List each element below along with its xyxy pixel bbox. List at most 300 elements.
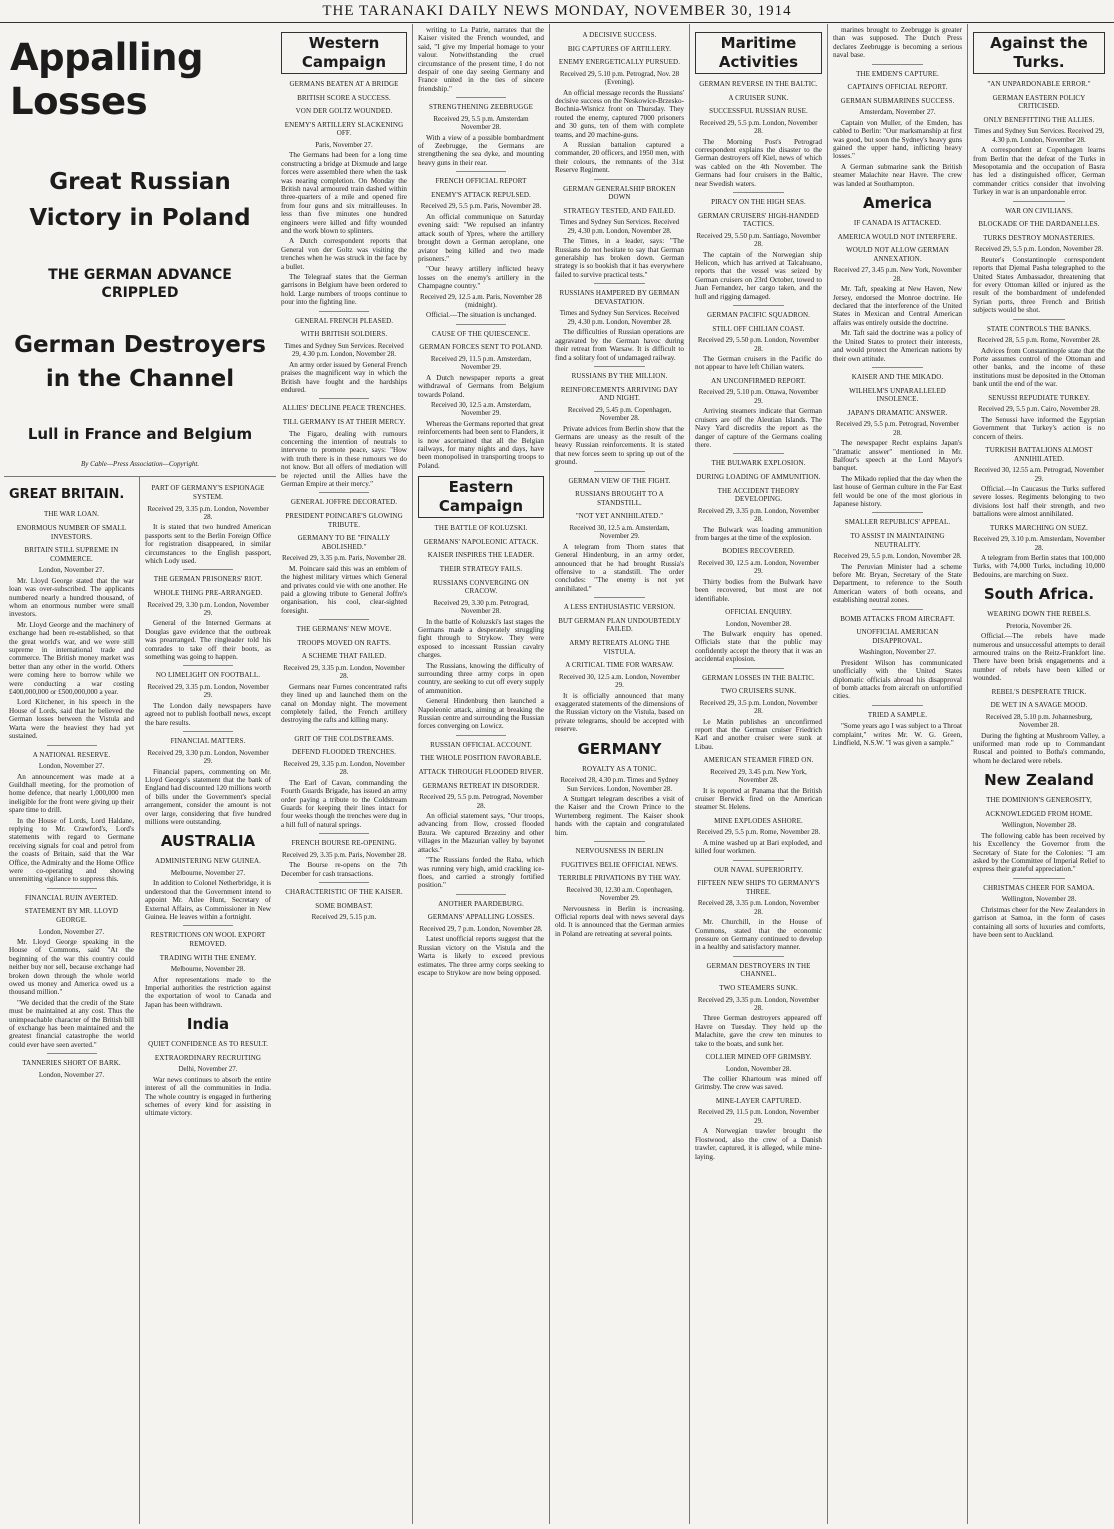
headline: TURKISH BATTALIONS ALMOST ANNIHILATED. [985,445,1093,463]
section-heading-south-africa: South Africa. [983,585,1095,604]
article-paragraph: The Bulwark was loading ammunition from barges at the time of the explosion. [695,525,822,542]
headline: NO LIMELIGHT ON FOOTBALL. [155,671,261,680]
headline: AMERICAN STEAMER FIRED ON. [703,756,814,765]
article-paragraph: Whereas the Germans reported that great reinforcements had been sent to Flanders, it is now ascertained that all the Belgian railways, for many nights and days, have been monopolised in transporting troops to Poland. [418,419,544,470]
headline: ENORMOUS NUMBER OF SMALL INVESTORS. [16,524,127,541]
article-paragraph: The Mikado replied that the day when the last house of German culture in the Far East fell would be one of the most glorious in Japanese history. [833,474,962,508]
column-turks-south-africa-nz [968,24,1110,1524]
article-paragraph: The Germans had been for a long time constructing a bridge at Dixmude and large forces were assembled there when the task was nearing completion. On Monday the British naval armoured train dashed within three-quarters of a mile and opened fire from four guns and six mitrailleuses. In less than five minutes one hundred engineers were killed and fifty wounded and the work blown to splinters. [281,151,407,236]
headline: AN UNCONFIRMED REPORT. [711,376,806,385]
divider [872,705,924,706]
article-paragraph: writing to La Patrie, narrates that the Kaiser visited the French wounded, and said, "I give my Imperial homage to your valour. Notwithstanding the cruel circumstance of the present time, I do not despair of one day seeing Germany and France united in the ties of sincere friendship." [418,26,544,93]
article-paragraph: Arriving steamers indicate that German cruisers are off the Aleutian Islands. The Navy Yard discredits the report as the danger of capture of the Germans coaling there. [695,407,822,449]
article-paragraph: In the battle of Koluzski's last stages the Germans made a desperately struggling fight through to Strykow. They were exposed to incessant Russian cavalry charges. [418,617,544,660]
article-paragraph: "We decided that the credit of the State must be maintained at any cost. Thus the unimpeachable character of the British bill of exchange has been maintained and the greatest financial catastrophe the world could ever have seen averted." [9,998,134,1049]
lead-banner [4,24,276,477]
lead-sub-columns [4,477,276,1524]
headline: A CRUISER SUNK. [728,93,789,102]
column-eastern-campaign [413,24,550,1524]
article-paragraph: "Our heavy artillery inflicted heavy losses on the enemy's artillery in the Champagne country." [418,265,544,291]
dateline: London, November 27. [38,566,105,575]
article-paragraph: During the fighting at Mushroom Valley, a uniformed man rode up to Commandant Ruscal and pointed to Botha's commando, whom he declared were rebels. [973,731,1105,765]
dateline: Received 29, 5.10 p.m. Ottawa, November 29. [698,388,819,405]
headline: THE BULWARK EXPLOSION. [711,459,806,468]
lead-deck-1: THE GERMAN ADVANCE CRIPPLED [48,267,232,301]
divider [183,665,233,666]
divider [733,668,784,669]
dateline: Received 29, 3.35 p.m. London, November 28. [697,995,820,1013]
article-paragraph: A telegram from Berlin states that 100,000 Turks, with 74,000 Turks, including 10,000 Bedouins, are marching on Suez. [973,553,1105,579]
article-paragraph: Mr. Taft, speaking at New Haven, New Jersey, endorsed the Monroe doctrine. He declared that the interference of the United States in Mexican and Central American affairs was entirely outside the doctrine. [833,285,962,327]
dateline: Wellington, November 28. [1001,895,1077,904]
section-heading-western-campaign: Western Campaign [281,32,407,74]
headline: RUSSIANS BY THE MILLION. [571,371,668,380]
headline: ROYALTY AS A TONIC. [582,764,657,773]
article-paragraph: It is officially announced that many exaggerated statements of the dimensions of the Russian victory on the Vistula, based on private telegrams, should be accepted with reserve. [555,691,684,734]
article-paragraph: The Russians, knowing the difficulty of surrounding three army corps in open country, are seeking to cut off every supply of ammunition. [418,661,544,695]
article-paragraph: Latest unofficial reports suggest that the Russian victory on the Vistula and the Warta is likely to exceed previous estimates. The three army corps seeking to escape to Strykow are now being opposed. [418,935,544,977]
dateline: Received 30, 12.5 a.m. London, November 29. [559,672,680,690]
headline: CAUSE OF THE QUIESCENCE. [431,329,531,338]
divider [733,192,784,193]
headline: MINE EXPLODES ASHORE. [714,816,803,825]
article-paragraph: The Times, in a leader, says: "The Russians do not hesitate to say that German generalship has broken down. German strategy is so bookish that it has everywhere failed to survive practical tests." [555,237,684,279]
dateline: Times and Sydney Sun Services. Received 29, 4.30 p.m. London, November 28. [973,127,1104,144]
headline: RESTRICTIONS ON WOOL EXPORT REMOVED. [150,931,266,948]
section-heading-against-the-turks: Against the Turks. [973,32,1105,74]
headline: SOME BOMBAST. [315,901,373,910]
headline: JAPAN'S DRAMATIC ANSWER. [847,408,948,417]
column-russian-success-germany [550,24,690,1524]
headline: BOMB ATTACKS FROM AIRCRAFT. [840,614,955,623]
masthead: THE TARANAKI DAILY NEWS MONDAY, NOVEMBER 30, 1914 [0,0,1114,23]
article-paragraph: Nervousness in Berlin is increasing. Official reports deal with news several days old. It is announced that the German armies in Poland are retreating at several points. [555,904,684,938]
dateline: Received 29, 5.10 p.m. Petrograd, Nov. 28 (Evening). [559,69,680,87]
headline: GERMANS BEATEN AT A BRIDGE [289,80,399,88]
headline: TURKS DESTROY MONASTERIES. [983,233,1095,242]
headline: ATTACK THROUGH FLOODED RIVER. [418,768,544,777]
headline: GERMAN CRUISERS' HIGH-HANDED TACTICS. [698,211,819,229]
divider [594,283,646,284]
dateline: Received 29, 5.5 p.m. Amsterdam November 28. [433,114,529,132]
headline: PIRACY ON THE HIGH SEAS. [711,198,806,207]
dateline: Received 29, 3.45 p.m. New York, November 28. [710,767,807,785]
headline: STRATEGY TESTED, AND FAILED. [563,206,676,215]
dateline: Received 29, 11.5 p.m. London, November 29. [697,1108,820,1125]
headline: "AN UNPARDONABLE ERROR." [987,80,1091,88]
article-paragraph: The German cruisers in the Pacific do not appear to have left Chilian waters. [695,355,822,372]
divider [733,453,784,454]
article-paragraph: The Earl of Cavan, commanding the Fourth Guards Brigade, has issued an army order paying a tribute to the Coldstream Guards for keeping their lines intact for four weeks though the trenches were dug in a hill full of natural springs. [281,778,407,829]
divider [456,324,506,325]
article-paragraph: The collier Khartoum was mined off Grimsby. The crew was saved. [695,1075,822,1092]
column-emden-america [828,24,968,1524]
headline: WAR ON CIVILIANS. [1005,206,1073,215]
headline: ANOTHER PAARDEBURG. [438,899,524,908]
dateline: Received 29, 12.5 a.m. Paris, November 28 (midnight). [420,292,542,309]
divider [872,512,924,513]
headline: BRITAIN STILL SUPREME IN COMMERCE. [24,546,119,563]
article-paragraph: Captain von Muller, of the Emden, has cabled to Berlin: "Our marksmanship at first was good, but soon the Sydney's heavy guns gained the upper hand, inflicting heavy losses." [833,118,962,161]
headline: PART OF GERMANY'S ESPIONAGE SYSTEM. [151,484,265,501]
dateline: Pretoria, November 26. [1006,621,1072,630]
headline: TURKS MARCHING ON SUEZ. [990,523,1088,532]
article-paragraph: An official statement says, "Our troops, advancing from Ilow, crossed flooded Bzura. We captured Brzeziny and other villages in the Mazurian valley by bayonet attacks." [418,812,544,854]
article-paragraph: Germans near Furnes concentrated rafts they lined up and launched them on the canal on Monday night. The movement completely failed, the French artillery destroying the rafts and killing many. [281,682,407,725]
dateline: Received 29, 3.35 p.m. London, November 28. [283,663,405,681]
dateline: Received 28, 5.5 p.m. Rome, November 28. [977,336,1101,345]
divider [456,735,506,736]
headline: DEFEND FLOODED TRENCHES. [292,748,396,757]
article-paragraph: The newspaper Recht explains Japan's "dramatic answer" mentioned in Mr. Balfour's speech at the Lord Mayor's banquet. [833,439,962,473]
page-columns [4,24,1110,1524]
headline: REBEL'S DESPERATE TRICK. [991,687,1087,696]
dateline: London, November 27. [38,1070,105,1079]
headline: WITH BRITISH SOLDIERS. [300,330,388,339]
headline: ENEMY'S ARTILLERY SLACKENING OFF. [284,120,404,138]
dateline: Received 29, 5.5 p.m. Paris, November 28. [420,202,542,211]
headline: "NOT YET ANNIHILATED." [575,512,664,521]
dateline: Received 29, 3.35 p.m. Paris, November 28. [281,554,407,563]
headline: THEIR STRATEGY FAILS. [439,565,523,573]
divider [183,731,233,732]
dateline: Received 29, 3.35 p.m. Paris, November 28. [281,850,407,859]
article-paragraph: Official.—The situation is unchanged. [426,311,537,320]
headline: GENERAL JOFFRE DECORATED. [290,498,398,507]
dateline: Received 29, 5.5 p.m. Cairo, November 28. [977,405,1101,414]
article-paragraph: An army order issued by General French praises the magnificent way in which the British have fought and the hardships endured. [281,360,407,394]
headline: STRENGTHENING ZEEBRUGGE [429,103,533,112]
article-paragraph: A Russian battalion captured a commander, 20 officers, and 1950 men, with their colours, the remnants of the 31st Reserve Regiment. [555,141,684,175]
article-paragraph: General of the Interned Germans at Douglas gave evidence that the outbreak was prearranged. The ringleader told his comrades to take off their boots, as something was going to happen. [145,619,271,662]
lead-deck-2: German Destroyers in the Channel [14,332,266,392]
headline: COLLIER MINED OFF GRIMSBY. [705,1053,812,1062]
headline: STATEMENT BY MR. LLOYD GEORGE. [24,907,119,924]
headline: FRENCH OFFICIAL REPORT [435,177,527,186]
dateline: Times and Sydney Sun Services. Received 29, 4.30 p.m. London, November 28. [284,341,404,359]
article-paragraph: The difficulties of Russian operations are aggravated by the German havoc during their retreat from Warsaw. It is difficult to find a solitary foot of undamaged railway. [555,328,684,362]
dateline: Amsterdam, November 27. [859,108,936,117]
headline: ADMINISTERING NEW GUINEA. [155,857,261,866]
headline: RUSSIANS HAMPERED BY GERMAN DEVASTATION. [559,289,680,306]
article-paragraph: Thirty bodies from the Bulwark have been recovered, but most are not identifiable. [695,577,822,603]
headline: TRIED A SAMPLE. [867,710,928,719]
article-paragraph: Lord Kitchener, in his speech in the House of Lords, said that he believed the German losses between the Vistula and Warta were the heaviest they had yet sustained. [9,698,134,741]
lead-title: Appalling Losses [10,36,203,123]
section-heading-new-zealand: New Zealand [984,771,1094,790]
headline: FIFTEEN NEW SHIPS TO GERMANY'S THREE. [697,879,820,896]
headline: STATE CONTROLS THE BANKS. [986,324,1092,333]
article-paragraph: In addition to Colonel Netherbridge, it is understood that the Government intend to appoint Mr. Atlee Hunt, Secretary of External Affairs, as Commissioner in New Guinea. He leaves within a fortnight. [145,879,271,921]
headline: TWO CRUISERS SUNK. [720,687,797,696]
article-paragraph: The Senussi have informed the Egyptian Government that Turkey's action is no concern of theirs. [973,415,1105,441]
headline: PRESIDENT POINCARE'S GLOWING TRIBUTE. [285,511,403,529]
headline: QUIET CONFIDENCE AS TO RESULT. [148,1040,268,1049]
headline: IF CANADA IS ATTACKED. [853,219,942,228]
article-paragraph: War news continues to absorb the entire interest of all the communities in India. The whole country is engaged in furthering schemes of every kind for assisting in ultimate victory. [145,1075,271,1118]
headline: MINE-LAYER CAPTURED. [715,1096,802,1105]
dateline: Received 28, 5.10 p.m. Johannesburg, November 28. [985,712,1093,730]
headline: ONLY BENEFITTING THE ALLIES. [983,115,1095,124]
headline: KAISER AND THE MIKADO. [851,372,944,381]
article-paragraph: Private advices from Berlin show that the Germans are uneasy as the result of the heavy Russian reinforcements. It is stated that new forces seem to spring up out of the ground. [555,424,684,467]
dateline: Received 30, 12.30 a.m. Copenhagen, November 29. [566,885,673,903]
article-paragraph: The following cable has been received by his Excellency the Governor from the Secretary of State for the Colonies: "I am asked by the Committee of Imperial Relief to express their grateful appreciation." [973,831,1105,874]
headline: ACKNOWLEDGED FROM HOME. [985,809,1093,818]
divider [319,619,369,620]
headline: TERRIBLE PRIVATIONS BY THE WAY. [558,874,681,883]
divider [1013,201,1066,202]
dateline: Received 29, 3.5 p.m. London, November 28. [699,698,818,716]
headline: GERMAN LOSSES IN THE BALTIC. [702,673,815,682]
article-paragraph: "The Russians forded the Raba, which was running very high, amid crackling ice-floes, and carried a strongly fortified position." [418,856,544,890]
divider [733,860,784,861]
headline: GERMAN PACIFIC SQUADRON. [706,311,811,320]
article-paragraph: An official communique on Saturday evening said: "We repulsed an infantry attack south of Ypres, where the artillery brought down a German aeroplane, one aviator being killed and two made prisoners." [418,212,544,263]
article-paragraph: After representations made to the Imperial authorities the restriction against the exportation of wool to Canada and Japan has been withdrawn. [145,975,271,1009]
article-paragraph: With a view of a possible bombardment of Zeebrugge, the Germans are strengthening the sea dyke, and mounting heavy guns in their rear. [418,133,544,167]
dateline: Received 30, 12.5 a.m. Amsterdam, November 29. [430,400,532,418]
headline: ALLIES' DECLINE PEACE TRENCHES. [282,404,406,413]
section-heading-germany: GERMANY [577,739,662,758]
article-paragraph: An official message records the Russians' decisive success on the Neskowice-Brzesko-Bochnia-Wisnicz front on Thursday. They routed the enemy, captured 7000 prisoners and 30 guns, ten of them with complete teams, and 20 machine-guns. [555,88,684,139]
headline: GERMAN DESTROYERS IN THE CHANNEL. [706,961,811,979]
headline: NERVOUSNESS IN BERLIN [575,847,664,855]
article-paragraph: An announcement was made at a Guildhall meeting, for the promotion of home defence, that nearly 1,000,000 men ineligible for the front were giving up their spare time to drill. [9,772,134,815]
headline: DURING LOADING OF AMMUNITION. [696,472,821,481]
headline: TANNERIES SHORT OF BARK. [22,1059,121,1068]
headline: BUT GERMAN PLAN UNDOUBTEDLY FAILED. [558,616,681,634]
headline: TWO STEAMERS SUNK. [719,984,798,993]
headline: GERMAN FORCES SENT TO POLAND. [419,343,543,352]
article-paragraph: Le Matin publishes an unconfirmed report that the German cruiser Friedrich Karl and another cruiser were sunk at Libau. [695,717,822,751]
headline: TROOPS MOVED ON RAFTS. [297,638,391,647]
dateline: Received 29, 5.5 p.m. London, November 28. [974,245,1104,254]
divider [594,597,646,598]
headline: WOULD NOT ALLOW GERMAN ANNEXATION. [846,246,949,263]
headline: GERMAN SUBMARINES SUCCESS. [840,96,955,105]
dateline: Received 29, 5.5 p.m. Rome, November 28. [696,828,821,837]
headline: THE GERMANS' NEW MOVE. [296,625,392,634]
headline: FUGITIVES BELIE OFFICIAL NEWS. [560,860,679,869]
headline: GERMAN EASTERN POLICY CRITICISED. [992,93,1086,111]
divider [594,366,646,367]
dateline: Received 29, 3.30 p.m. Petrograd, November 28. [433,598,529,616]
dateline: Received 30, 12.5 a.m. London, November 29. [698,558,819,576]
article-paragraph: Advices from Constantinople state that the Porte assumes control of the Ottoman and other banks, and the income of these institutions must be deposited in the Ottoman bank until the end of the war. [973,346,1105,389]
article-paragraph: The Figaro, dealing with rumours concerning the intention of neutrals to intervene to promote peace, says: "How with truth there is in these rumours we do not know. But all offers of mediation will be rejected until the Allies have the German Empire at their mercy." [281,429,407,488]
headline: RUSSIAN OFFICIAL ACCOUNT. [430,740,532,749]
article-paragraph: Official.—In Caucasus the Turks suffered severe losses. Regiments belonging to two divisions lost half their strength, and two battalions were almost annihilated. [973,484,1105,519]
divider [872,609,924,610]
article-paragraph: Official.—The rebels have made numerous and unsuccessful attempts to derail armoured trains on the Reitz-Frankfort line. There have been brisk engagements and a number of rebels have been killed or wounded. [973,632,1105,683]
headline: CHRISTMAS CHEER FOR SAMOA. [983,883,1095,892]
article-paragraph: The Telegraaf states that the German garrisons in Belgium have been ordered to hold. Large numbers of troops continue to pour into the fighting line. [281,273,407,307]
article-paragraph: Reuter's Constantinople correspondent reports that Djemal Pasha telegraphed to the United States Ambassador, threatening that for every Ottoman killed or injured as the result of the bombardment of undefended Syrian ports, three French and British subjects would be shot. [973,255,1105,315]
section-heading-india: India [186,1015,230,1034]
dateline: Received 29, 5.50 p.m. London, November 28. [697,336,820,353]
dateline: Received 29, 3.35 p.m. London, November 29. [147,683,269,700]
dateline: London, November 27. [38,927,105,936]
dateline: Received 29, 3.30 p.m. London, November 29. [147,600,269,618]
headline: TRADING WITH THE ENEMY. [159,953,257,962]
headline: THE BATTLE OF KOLUZSKI. [434,524,528,533]
article-paragraph: A telegram from Thorn states that General Hindenburg, in an army order, announced that he had brought Russia's offensive to a standstill. The order concludes: "The enemy is not yet annihilated." [555,542,684,593]
article-paragraph: "Some years ago I was subject to a Throat complaint," writes Mr. W. G. Green, Lindfield, N.S.W. "I was given a sample." [833,722,962,748]
headline: CHARACTERISTIC OF THE KAISER. [285,888,403,897]
column-lead [4,24,276,1524]
headline: SENUSSI REPUDIATE TURKEY. [988,393,1090,402]
headline: FINANCIAL MATTERS. [170,737,246,746]
divider [594,179,646,180]
article-paragraph: The Morning Post's Petrograd correspondent explains the disaster to the German destroyers off Kiel, news of which was cabled on the 4th November. The Germans had four cruisers in the Baltic, near Swedish waters. [695,137,822,188]
dateline: Received 29, 3.30 p.m. London, November 29. [147,748,269,766]
dateline: Times and Sydney Sun Services. Received 29, 4.30 p.m. London, November 28. [559,309,680,326]
dateline: Received 30, 12.55 a.m. Petrograd, November 29. [974,466,1104,483]
section-heading-maritime-activities: Maritime Activities [695,32,822,74]
article-paragraph: A Dutch correspondent reports that General von der Goltz was visiting the trenches when he was struck in the face by a bullet. [281,237,407,271]
dateline: London, November 27. [38,762,105,771]
headline: DE WET IN A SAVAGE MOOD. [990,701,1088,710]
article-paragraph: The Peruvian Minister had a scheme before Mr. Bryan, Secretary of the State Department, to reference to the South American waters of both oceans, and establishing neutral zones. [833,562,962,605]
headline: WEARING DOWN THE REBELS. [987,610,1091,619]
headline: VON DER GOLTZ WOUNDED. [295,107,393,116]
divider [183,569,233,570]
dateline: Received 29, 3.35 p.m. London, November 28. [697,506,820,524]
article-paragraph: M. Poincare said this was an emblem of the highest military virtues which General and privates could vie with one another. He paid a glowing tribute to General Joffre's organisation, his cool, clear-sighted foresight. [281,564,407,615]
headline: GERMANY TO BE "FINALLY ABOLISHED." [297,534,391,551]
headline: A NATIONAL RESERVE. [32,750,111,759]
headline: THE ACCIDENT THEORY DEVELOPING. [717,486,800,504]
headline: BRITISH SCORE A SUCCESS. [297,93,391,102]
headline: A SCHEME THAT FAILED. [301,652,387,661]
article-paragraph: A Norwegian trawler brought the Flostwood, also the crew of a Danish trawler, captured, it is alleged, while mine-laying. [695,1127,822,1161]
headline: GERMANS RETREAT IN DISORDER. [422,781,540,790]
article-paragraph: A German submarine sank the British steamer Malachite near Havre. The crew was landed at Southampton. [833,162,962,188]
dateline: Times and Sydney Sun Services. Received 29, 4.30 p.m. London, November 28. [559,218,680,235]
headline: AMERICA WOULD NOT INTERFERE. [837,232,958,241]
headline: GERMANS' APPALLING LOSSES. [427,913,535,922]
dateline: Received 29, 5.50 p.m. Santiago, November 28. [696,231,821,249]
dateline: Received 30, 12.5 a.m. Amsterdam, November 29. [569,523,670,541]
dateline: Received 29, 7 p.m. London, November 28. [419,924,543,933]
section-heading-america: America [863,194,932,213]
headline: TO ASSIST IN MAINTAINING NEUTRALITY. [850,531,945,549]
headline: GERMAN GENERALSHIP BROKEN DOWN [563,184,676,202]
dateline: Received 29, 3.10 p.m. Amsterdam, November 28. [973,535,1105,552]
dateline: Received 29, 3.35 p.m. London, November 28. [283,759,405,777]
article-paragraph: Mr. Taft said the doctrine was a policy of the United States to protect their interests, and would protect the American nations by their own attitude. [833,329,962,363]
column-great-britain [4,477,140,1524]
headline: FRENCH BOURSE RE-OPENING. [291,839,397,848]
lead-subtitle: Great Russian Victory in Poland [29,169,251,231]
headline: THE WAR LOAN. [43,510,100,519]
headline: WHOLE THING PRE-ARRANGED. [153,589,263,598]
headline: FINANCIAL RUIN AVERTED. [24,893,119,902]
article-paragraph: General Hindenburg then launched a Napoleonic attack, aiming at breaking the Russian centre and surrounding the Russian forces converging on Lowicz. [418,697,544,731]
dateline: Received 29, 5.5 p.m. Petrograd, November 28. [419,793,543,810]
divider [319,492,369,493]
article-paragraph: The London daily newspapers have agreed not to publish football news, except the bare results. [145,701,271,727]
headline: OUR NAVAL SUPERIORITY. [713,865,804,874]
article-paragraph: Financial papers, commenting on Mr. Lloyd George's statement that the bank of England had discounted 120 millions worth of bills under the Government's special arrangement, consider the amount is not over large, considering that five hundred millions were outstanding. [145,767,271,826]
headline: BODIES RECOVERED. [722,547,795,556]
article-paragraph: Mr. Lloyd George speaking in the House of Commons, said "At the beginning of the war this country could neither buy nor sell, because exchange had broken down through the whole world owed us money and America owed us a thousand million." [9,937,134,997]
dateline: Washington, November 27. [859,648,936,657]
article-paragraph: In the House of Lords, Lord Haldane, replying to Mr. Crawford's, Lord's statements with regard to Germane receiving signals for coal and petrol from the coasts of Britain, said that the War Office, the Admiralty and the Home Office were co-operating and showing unremitting vigilance to suppress this. [9,816,134,884]
dateline: Received 28, 3.35 p.m. London, November 28. [697,899,820,916]
divider [456,171,506,172]
divider [456,97,506,98]
column-espionage-australia-india [140,477,276,1524]
headline: THE EMDEN'S CAPTURE. [856,69,939,78]
article-paragraph: Mr. Churchill, in the House of Commons, stated that the economic pressure on Germany continued to develop in a healthy and satisfactory manner. [695,918,822,952]
article-paragraph: The Bourse re-opens on the 7th December for cash transactions. [281,861,407,878]
divider [319,882,369,883]
article-paragraph: It is reported at Panama that the British cruiser Berwick fired on the American steamer St. Helens. [695,786,822,812]
headline: GENERAL FRENCH PLEASED. [294,316,394,325]
article-paragraph: marines brought to Zeebrugge is greater than was supposed. The Dutch Press declares Zeebrugge is becoming a serious naval base. [833,26,962,60]
divider [47,1053,97,1054]
divider [594,841,646,842]
headline: WILHELM'S UNPARALLELED INSOLENCE. [849,386,946,404]
headline: BIG CAPTURES OF ARTILLERY. [567,44,672,53]
divider [872,64,924,65]
dateline: Received 27, 3.45 p.m. New York, November 28. [833,266,962,283]
headline: THE WHOLE POSITION FAVORABLE. [420,754,542,763]
article-paragraph: Christmas cheer for the New Zealanders in garrison at Samoa, in the form of cases containing all sorts of luxuries and comforts, have been sent to Auckland. [973,905,1105,940]
article-paragraph: Mr. Lloyd George and the machinery of exchange had been re-established, so that the great world's war, and we were still supreme in international trade and commerce. The British money market was better than any other in the world. Others were coming here to borrow while we were conducting a war costing £400,000,000 or £500,000,000 a year. [9,620,134,697]
article-paragraph: A correspondent at Copenhagen learns from Berlin that the defeat of the Turks in Mesopotamia and the occupation of Basra has led a distinguished officer, German commander critics consider that involving Turkey in war is an unpardonable error. [973,146,1105,197]
headline: A DECISIVE SUCCESS. [582,31,657,39]
column-western-campaign [276,24,413,1524]
headline: SUCCESSFUL RUSSIAN RUSE. [709,107,808,116]
dateline: London, November 28. [725,1064,792,1073]
headline: EXTRAORDINARY RECRUITING [154,1053,262,1062]
article-paragraph: A Dutch newspaper reports a great withdrawal of Germans from Belgium towards Poland. [418,373,544,399]
cable-credit: By Cable—Press Association—Copyright. [80,460,200,468]
headline: A CRITICAL TIME FOR WARSAW. [565,661,674,670]
article-paragraph: President Wilson has communicated unofficially with the United States diplomatic officials abroad his disapproval of bomb attacks from aircraft on unfortified cities. [833,658,962,701]
headline: A LESS ENTHUSIASTIC VERSION. [563,603,676,612]
headline: UNOFFICIAL AMERICAN DISAPPROVAL. [856,628,939,645]
headline: THE DOMINION'S GENEROSITY, [986,796,1092,805]
headline: GERMAN VIEW OF THE FIGHT. [568,476,671,485]
dateline: Wellington, November 28. [1001,821,1077,830]
headline: STILL OFF CHILIAN COAST. [712,324,805,333]
headline: ARMY RETREATS ALONG THE VISTULA. [569,638,670,656]
headline: CAPTAIN'S OFFICIAL REPORT. [847,83,948,92]
divider [47,745,97,746]
dateline: Delhi, November 27. [178,1065,238,1074]
dateline: Received 29, 5.5 p.m. Petrograd, November 28. [835,420,960,437]
dateline: Received 28, 4.30 p.m. Times and Sydney Sun Services. London, November 28. [560,776,679,793]
divider [319,311,369,312]
divider [872,367,924,368]
article-paragraph: The Bulwark enquiry has opened. Officials state that the public may confidently accept the theory that it was an accidental explosion. [695,629,822,664]
divider [183,925,233,926]
dateline: Received 29, 5.15 p.m. [311,913,377,922]
section-heading-eastern-campaign: Eastern Campaign [418,476,544,518]
article-paragraph: Three German destroyers appeared off Havre on Tuesday. They held up the Malachite, gave the crew ten minutes to take to the boats, and sunk her. [695,1014,822,1048]
divider [1013,319,1066,320]
divider [594,471,646,472]
section-heading: GREAT BRITAIN. [9,487,125,503]
divider [733,956,784,957]
article-paragraph: It is stated that two hundred American passports sent to the Berlin Foreign Office for registration disappeared, in similar circumstances to the English passport, which Lody used. [145,523,271,566]
divider [733,305,784,306]
article-paragraph: A mine washed up at Bari exploded, and killed four workmen. [695,838,822,856]
